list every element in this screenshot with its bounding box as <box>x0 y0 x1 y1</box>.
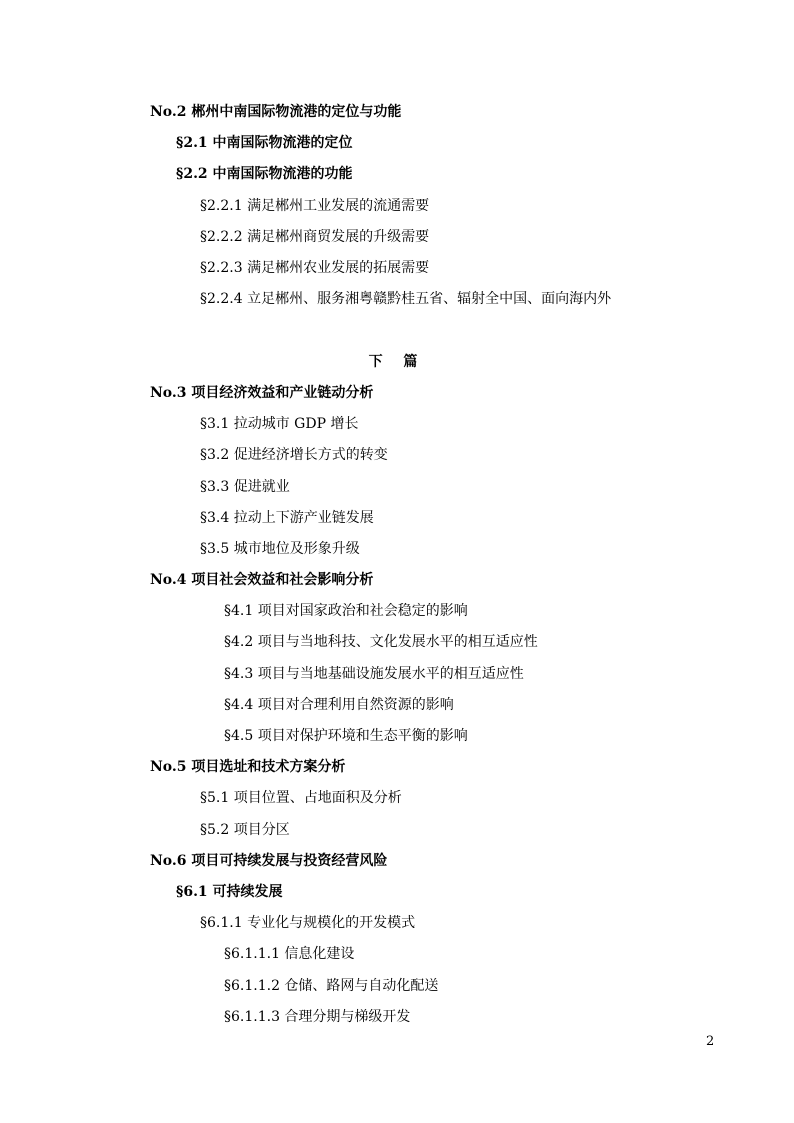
toc-section: §2.1 中南国际物流港的定位 <box>176 135 353 151</box>
toc-subsection: §2.2.1 满足郴州工业发展的流通需要 <box>200 198 430 214</box>
toc-subsection: §2.2.3 满足郴州农业发展的拓展需要 <box>200 260 430 276</box>
toc-item: §3.2 促进经济增长方式的转变 <box>200 447 388 463</box>
toc-subsection: §2.2.2 满足郴州商贸发展的升级需要 <box>200 229 430 245</box>
toc-item: §3.5 城市地位及形象升级 <box>200 541 360 557</box>
toc-item: §4.4 项目对合理利用自然资源的影响 <box>224 697 454 713</box>
toc-item: §3.1 拉动城市 GDP 增长 <box>200 416 359 432</box>
toc-subsection: §6.1.1 专业化与规模化的开发模式 <box>200 915 416 931</box>
toc-section: §6.1 可持续发展 <box>176 884 283 900</box>
toc-item: §3.3 促进就业 <box>200 479 290 495</box>
toc-item: §6.1.1.2 仓储、路网与自动化配送 <box>224 978 439 994</box>
toc-item: §5.2 项目分区 <box>200 822 290 838</box>
toc-item: §4.3 项目与当地基础设施发展水平的相互适应性 <box>224 666 524 682</box>
toc-item: §6.1.1.3 合理分期与梯级开发 <box>224 1009 411 1025</box>
toc-item: §4.2 项目与当地科技、文化发展水平的相互适应性 <box>224 634 538 650</box>
chapter-title: No.4 项目社会效益和社会影响分析 <box>150 572 374 588</box>
toc-item: §4.5 项目对保护环境和生态平衡的影响 <box>224 728 468 744</box>
toc-section: §2.2 中南国际物流港的功能 <box>176 166 353 182</box>
toc-item: §6.1.1.1 信息化建设 <box>224 946 355 962</box>
chapter-title: No.3 项目经济效益和产业链动分析 <box>150 385 374 401</box>
toc-item: §4.1 项目对国家政治和社会稳定的影响 <box>224 603 468 619</box>
page-number: 2 <box>706 1034 715 1049</box>
toc-item: §3.4 拉动上下游产业链发展 <box>200 510 374 526</box>
toc-item: §5.1 项目位置、占地面积及分析 <box>200 790 402 806</box>
part-heading: 下 篇 <box>368 354 426 370</box>
toc-subsection: §2.2.4 立足郴州、服务湘粤赣黔桂五省、辐射全中国、面向海内外 <box>200 291 612 307</box>
chapter-title: No.2 郴州中南国际物流港的定位与功能 <box>150 104 402 120</box>
chapter-title: No.5 项目选址和技术方案分析 <box>150 759 346 775</box>
chapter-title: No.6 项目可持续发展与投资经营风险 <box>150 853 388 869</box>
